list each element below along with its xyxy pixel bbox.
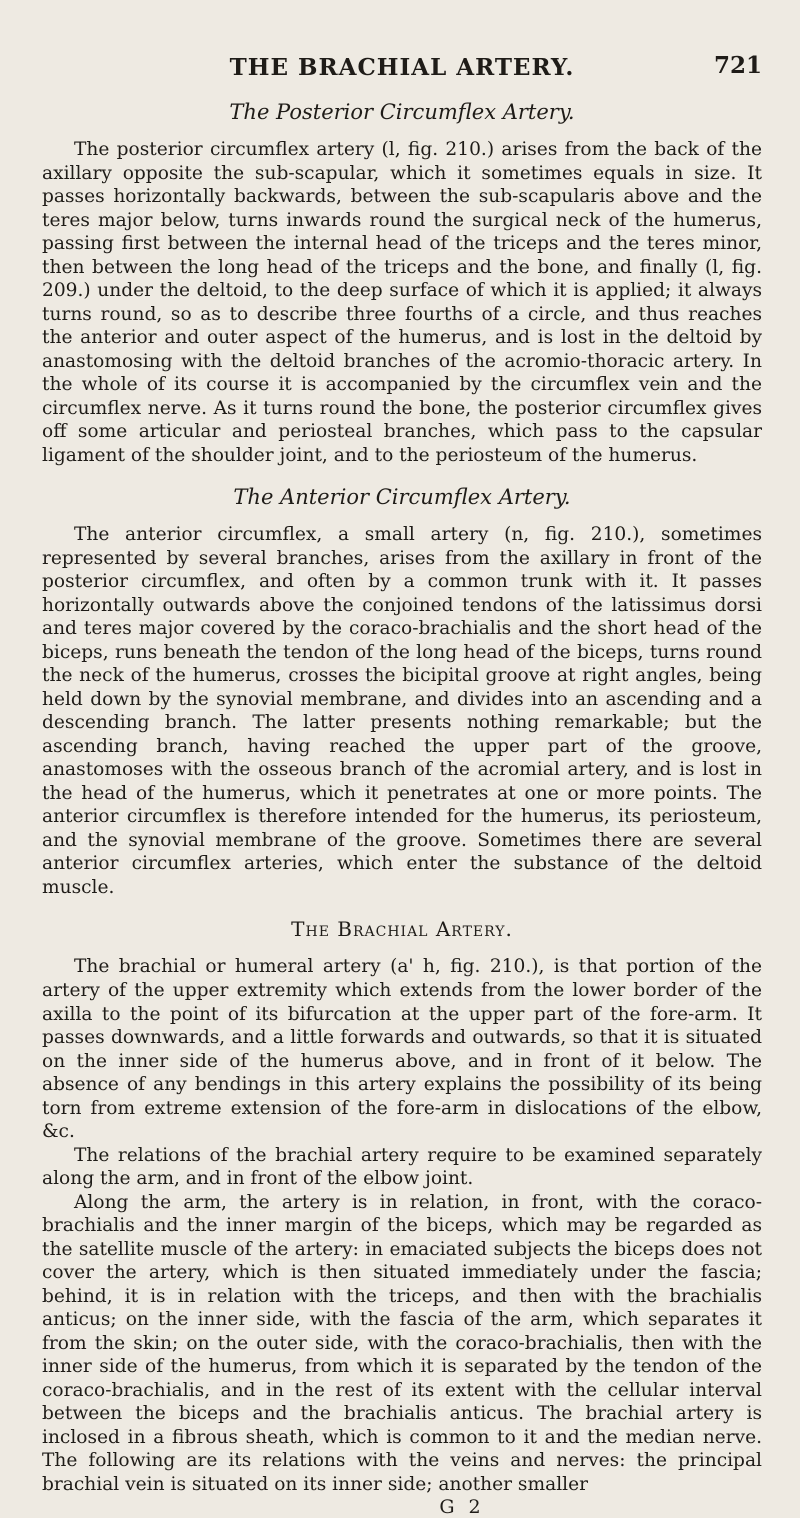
page-number: 721 — [713, 52, 762, 79]
running-head — [42, 46, 762, 86]
running-title: THE BRACHIAL ARTERY. — [229, 54, 575, 81]
paragraph-posterior-circumflex: The posterior circumflex artery (l, fig. 210.) arises from the back of the axillary opposite the sub-scapular, which it sometimes equals in size. It passes horizontally backwards, between the sub-scapularis above and the teres major below, turns inwards round the surgical neck of the humerus, passing first between the internal head of the triceps and the teres minor, then between the long head of the triceps and the bone, and finally (l, fig. 209.) under the deltoid, to the deep surface of which it is applied; it always turns round, so as to describe three fourths of a circle, and thus reaches the anterior and outer aspect of the humerus, and is lost in the deltoid by anastomosing with the deltoid branches of the acromio-thoracic artery. In the whole of its course it is accompanied by the circumflex vein and the circumflex nerve. As it turns round the bone, the posterior circumflex gives off some articular and periosteal branches, which pass to the capsular ligament of the shoulder joint, and to the periosteum of the humerus. — [42, 139, 762, 466]
signature-mark: G 2 — [439, 1496, 485, 1518]
paragraph-anterior-circumflex: The anterior circumflex, a small artery (n, fig. 210.), sometimes represented by several branches, arises from the axillary in front of the posterior circumflex, and often by a common trunk with it. It passes horizontally outwards above the conjoined tendons of the latissimus dorsi and teres major covered by the coraco-brachialis and the short head of the biceps, runs beneath the tendon of the long head of the biceps, turns round the neck of the humerus, crosses the bicipital groove at right angles, being held down by the synovial membrane, and divides into an ascending and a descending branch. The latter presents nothing remarkable; but the ascending branch, having reached the upper part of the groove, anastomoses with the osseous branch of the acromial artery, and is lost in the head of the humerus, which it penetrates at one or more points. The anterior circumflex is therefore intended for the humerus, its periosteum, and the synovial membrane of the groove. Sometimes there are several anterior circumflex arteries, which enter the substance of the deltoid muscle. — [42, 524, 762, 898]
section-heading-brachial-artery: The Brachial Artery. — [291, 917, 513, 942]
paragraph-brachial-definition: The brachial or humeral artery (a' h, fig. 210.), is that portion of the artery of the upper extremity which extends from the lower border of the axilla to the point of its bifurcation at the upper part of the fore-arm. It passes downwards, and a little forwards and outwards, so that it is situated on the inner side of the humerus above, and in front of it below. The absence of any bendings in this artery explains the possibility of its being torn from extreme extension of the fore-arm in dislocations of the elbow, &c. — [42, 956, 762, 1143]
paragraph-brachial-along-arm: Along the arm, the artery is in relation, in front, with the coraco-brachialis and the inner margin of the biceps, which may be regarded as the satellite muscle of the artery: in emaciated subjects the biceps does not cover the artery, which is then situated immediately under the fascia; behind, it is in relation with the triceps, and then with the brachialis anticus; on the inner side, with the fascia of the arm, which separates it from the skin; on the outer side, with the coraco-brachialis, then with the inner side of the humerus, from which it is separated by the tendon of the coraco-brachialis, and in the rest of its extent with the cellular interval between the biceps and the brachialis anticus. The brachial artery is inclosed in a fibrous sheath, which is common to it and the median nerve. The following are its relations with the veins and nerves: the principal brachial vein is situated on its inner side; another smaller — [42, 1191, 762, 1495]
paragraph-brachial-relations: The relations of the brachial artery require to be examined separately along the arm, and in front of the elbow joint. — [42, 1144, 762, 1190]
section-heading-posterior-circumflex: The Posterior Circumflex Artery. — [229, 100, 575, 124]
section-heading-anterior-circumflex: The Anterior Circumflex Artery. — [233, 485, 571, 510]
